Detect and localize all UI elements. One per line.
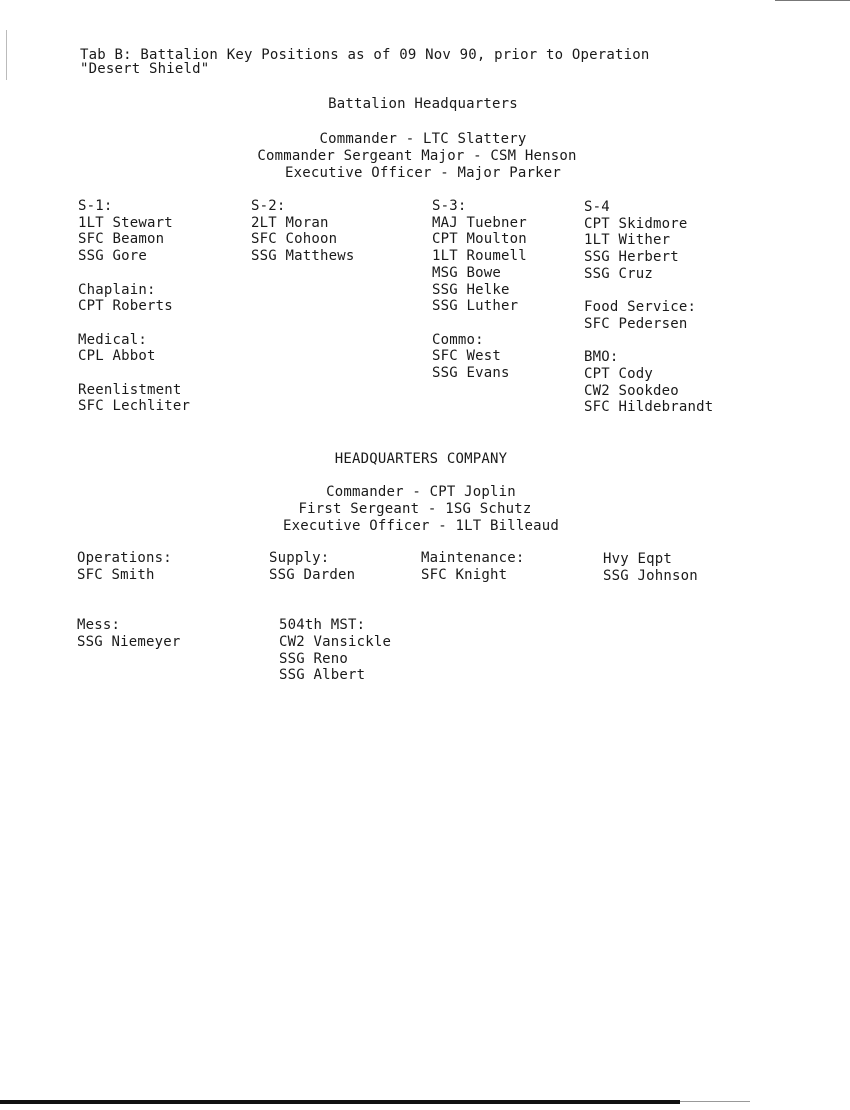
roster-line: BMO: (584, 349, 619, 366)
roster-line: MSG Bowe (432, 264, 502, 281)
roster-line: SFC Hildebrandt (584, 399, 714, 416)
roster-line: SFC Knight (421, 567, 508, 583)
roster-line: CPT Roberts (78, 298, 173, 315)
roster-line: SFC Smith (77, 567, 155, 583)
scan-bottom-rule (0, 1100, 680, 1104)
roster-line: S-2: (251, 198, 286, 214)
roster-line: Supply: (269, 550, 330, 566)
roster-line: SSG Luther (432, 298, 519, 315)
roster-line: S-3: (432, 198, 467, 214)
roster-line: 504th MST: (279, 617, 366, 633)
hq-company-commander: Commander - CPT Joplin (326, 484, 516, 500)
hq-company-first-sergeant: First Sergeant - 1SG Schutz (298, 501, 532, 517)
roster-line: MAJ Tuebner (432, 214, 527, 231)
roster-line: Food Service: (584, 299, 697, 316)
roster-line: SSG Cruz (584, 265, 654, 282)
roster-line: CW2 Vansickle (279, 633, 392, 650)
roster-line: Maintenance: (421, 550, 525, 566)
roster-line: Operations: (77, 550, 172, 566)
roster-line: Hvy Eqpt (603, 551, 673, 567)
roster-line: S-1: (78, 198, 113, 214)
battalion-csm: Commander Sergeant Major - CSM Henson (257, 148, 577, 164)
roster-line: SFC Pedersen (584, 315, 688, 332)
roster-line: SSG Helke (432, 281, 510, 298)
roster-line: CPT Cody (584, 366, 654, 382)
roster-line: SFC Lechliter (78, 398, 191, 415)
roster-line: S-4 (584, 199, 610, 215)
roster-line: SFC Beamon (78, 231, 165, 248)
roster-line: CPT Moulton (432, 231, 527, 248)
roster-line: Chaplain: (78, 281, 156, 298)
roster-line: SSG Niemeyer (77, 634, 181, 650)
roster-line: SSG Reno (279, 650, 349, 667)
roster-line: 1LT Stewart (78, 214, 173, 231)
roster-line: 1LT Wither (584, 232, 671, 249)
scan-bottom-rule-faint (680, 1101, 750, 1102)
roster-line: CPL Abbot (78, 348, 156, 365)
roster-line: SSG Herbert (584, 249, 679, 266)
document-title-line1: Tab B: Battalion Key Positions as of 09 Nov 90, prior to Operation (80, 47, 650, 63)
roster-line: Medical: (78, 331, 148, 348)
roster-line: 1LT Roumell (432, 248, 527, 265)
roster-line: SSG Albert (279, 667, 366, 684)
roster-line: SFC West (432, 348, 502, 365)
scan-margin-mark (6, 30, 7, 80)
battalion-commander: Commander - LTC Slattery (319, 131, 527, 147)
scan-edge-rule (775, 0, 850, 1)
hq-company-xo: Executive Officer - 1LT Billeaud (282, 518, 560, 534)
roster-line: SSG Matthews (251, 248, 355, 265)
roster-line: Mess: (77, 617, 121, 633)
roster-line: SSG Johnson (603, 568, 698, 584)
roster-line: 2LT Moran (251, 214, 329, 231)
battalion-xo: Executive Officer - Major Parker (284, 165, 562, 181)
document-title-line2: "Desert Shield" (80, 61, 210, 77)
roster-line: SSG Darden (269, 567, 356, 583)
roster-line: Reenlistment (78, 381, 182, 398)
battalion-heading: Battalion Headquarters (328, 96, 518, 112)
hq-company-heading: HEADQUARTERS COMPANY (334, 451, 508, 467)
roster-line: SFC Cohoon (251, 231, 338, 248)
roster-line: CPT Skidmore (584, 215, 688, 232)
roster-line: Commo: (432, 331, 484, 348)
roster-line: SSG Gore (78, 248, 148, 265)
roster-line: SSG Evans (432, 365, 510, 381)
roster-line: CW2 Sookdeo (584, 382, 679, 399)
